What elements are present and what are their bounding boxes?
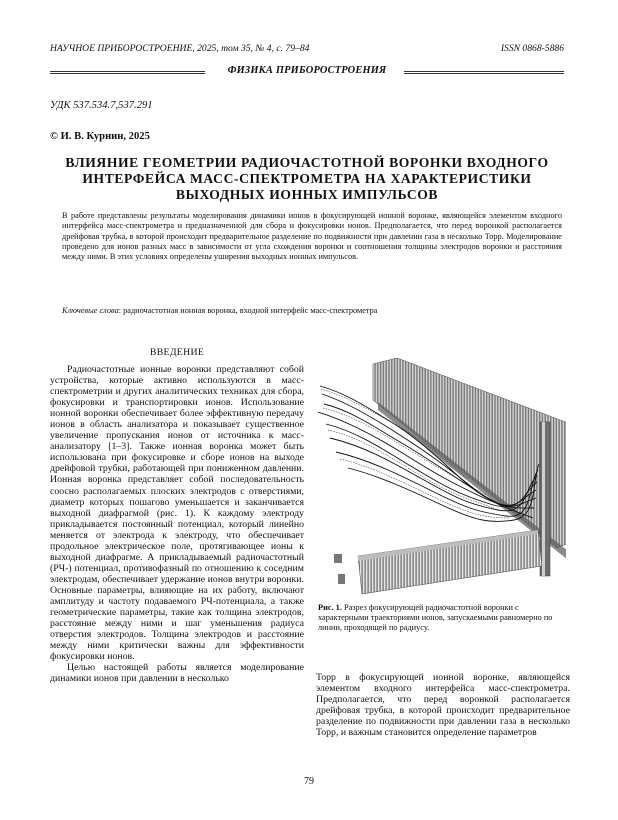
intro-paragraph: Радиочастотные ионные воронки представляют собой устройства, которые активно используются в масс-спектрометрии и других аналитических техниках для сбора, фокусировки и транспортировки ионов. Использование ионной воронки обеспечивает более эффективную передачу ионов в область анализатора и показывает существенное увеличение пропускания ионов от источника к масс-анализатору [1–3]. Также ионная воронка может быть использована при фокусировке и сборе ионов на выходе дрейфовой трубки, работающей при пониженном давлении. Ионная воронка представляет собой последовательность соосно располагаемых плоских электродов с отверстиями, диаметр которых пошагово уменьшается и заканчивается выходной диафрагмой (рис. 1). К каждому электроду прикладывается постоянный потенциал, который линейно меняется от электрода к электроду, что обеспечивает продольное электрическое поле, протягивающее ионы к выходной диафрагме. А прикладываемый радиочастотный (РЧ-) потенциал, противофазный по отношению к соседним электродам, обеспечивает удержание ионов внутри воронки. Основные параметры, влияющие на их работу, включают амплитуду и частоту подаваемого РЧ-потенциала, а также геометрические параметры, такие как толщина электродов, расстояние между ними и шаг уменьшения радиуса отверстия электродов. Толщина электродов и расстояние между ними критически важны для эффективности фокусировки ионов. <box>50 364 304 663</box>
continuation-paragraph: Торр в фокусирующей ионной воронке, являющейся элементом входного интерфейса масс-спектрометра. Предполагается, что перед воронкой располагается дрейфовая трубка, в которой происходит предварительное разделение по подвижности при давлении газа в несколько Торр, и важным становится определение параметров <box>316 672 570 739</box>
figure-caption-text: Разрез фокусирующей радиочастотной воронки с характерными траекториями ионов, запускаемыми равномерно по линии, проходящей по радиусу. <box>318 603 553 633</box>
paper-title <box>50 155 564 203</box>
author-line: © И. В. Курнин, 2025 <box>50 131 150 142</box>
issn-header: ISSN 0868-5886 <box>500 43 564 54</box>
figure-ion-funnel <box>318 358 566 596</box>
figure-caption <box>318 603 570 634</box>
keywords-label: Ключевые слова <box>62 306 119 315</box>
ion-funnel-illustration <box>318 358 566 596</box>
journal-header: НАУЧНОЕ ПРИБОРОСТРОЕНИЕ, 2025, том 35, № 4, с. 79–84 <box>50 43 310 54</box>
title-line: ВЫХОДНЫХ ИОННЫХ ИМПУЛЬСОВ <box>175 187 439 202</box>
intro-heading: ВВЕДЕНИЕ <box>149 347 205 358</box>
left-column <box>50 364 304 684</box>
section-banner <box>50 65 564 79</box>
right-column <box>316 672 570 738</box>
udc-code: УДК 537.534.7,537.291 <box>50 100 153 111</box>
title-line: ИНТЕРФЕЙСА МАСС-СПЕКТРОМЕТРА НА ХАРАКТЕРИСТИКИ <box>82 171 532 186</box>
page-number: 79 <box>304 776 314 787</box>
figure-label: Рис. 1. <box>318 603 342 612</box>
keywords-text: : радиочастотная ионная воронка, входной интерфейс масс-спектрометра <box>118 306 378 315</box>
abstract: В работе представлены результаты моделирования динамики ионов в фокусирующей ионной воронке, являющейся элементом входного интерфейса масс-спектрометра и предназначенной для сбора и фокусировки ионов. Предполагается, что перед воронкой располагается дрейфовая трубка, в которой происходит предварительное разделение по подвижности при давлении газа в несколько Торр. Моделирование проведено для ионов разных масс в зависимости от угла схождения воронки и соотношения толщины электродов воронки и расстояния между ними. В этих условиях определены уширения выходных ионных импульсов. <box>62 211 562 262</box>
title-line: ВЛИЯНИЕ ГЕОМЕТРИИ РАДИОЧАСТОТНОЙ ВОРОНКИ ВХОДНОГО <box>65 155 549 170</box>
intro-paragraph: Целью настоящей работы является моделирование динамики ионов при давлении в несколько <box>50 662 304 685</box>
keywords <box>62 306 562 316</box>
section-rule-right <box>404 71 564 74</box>
section-title: ФИЗИКА ПРИБОРОСТРОЕНИЯ <box>227 65 387 76</box>
